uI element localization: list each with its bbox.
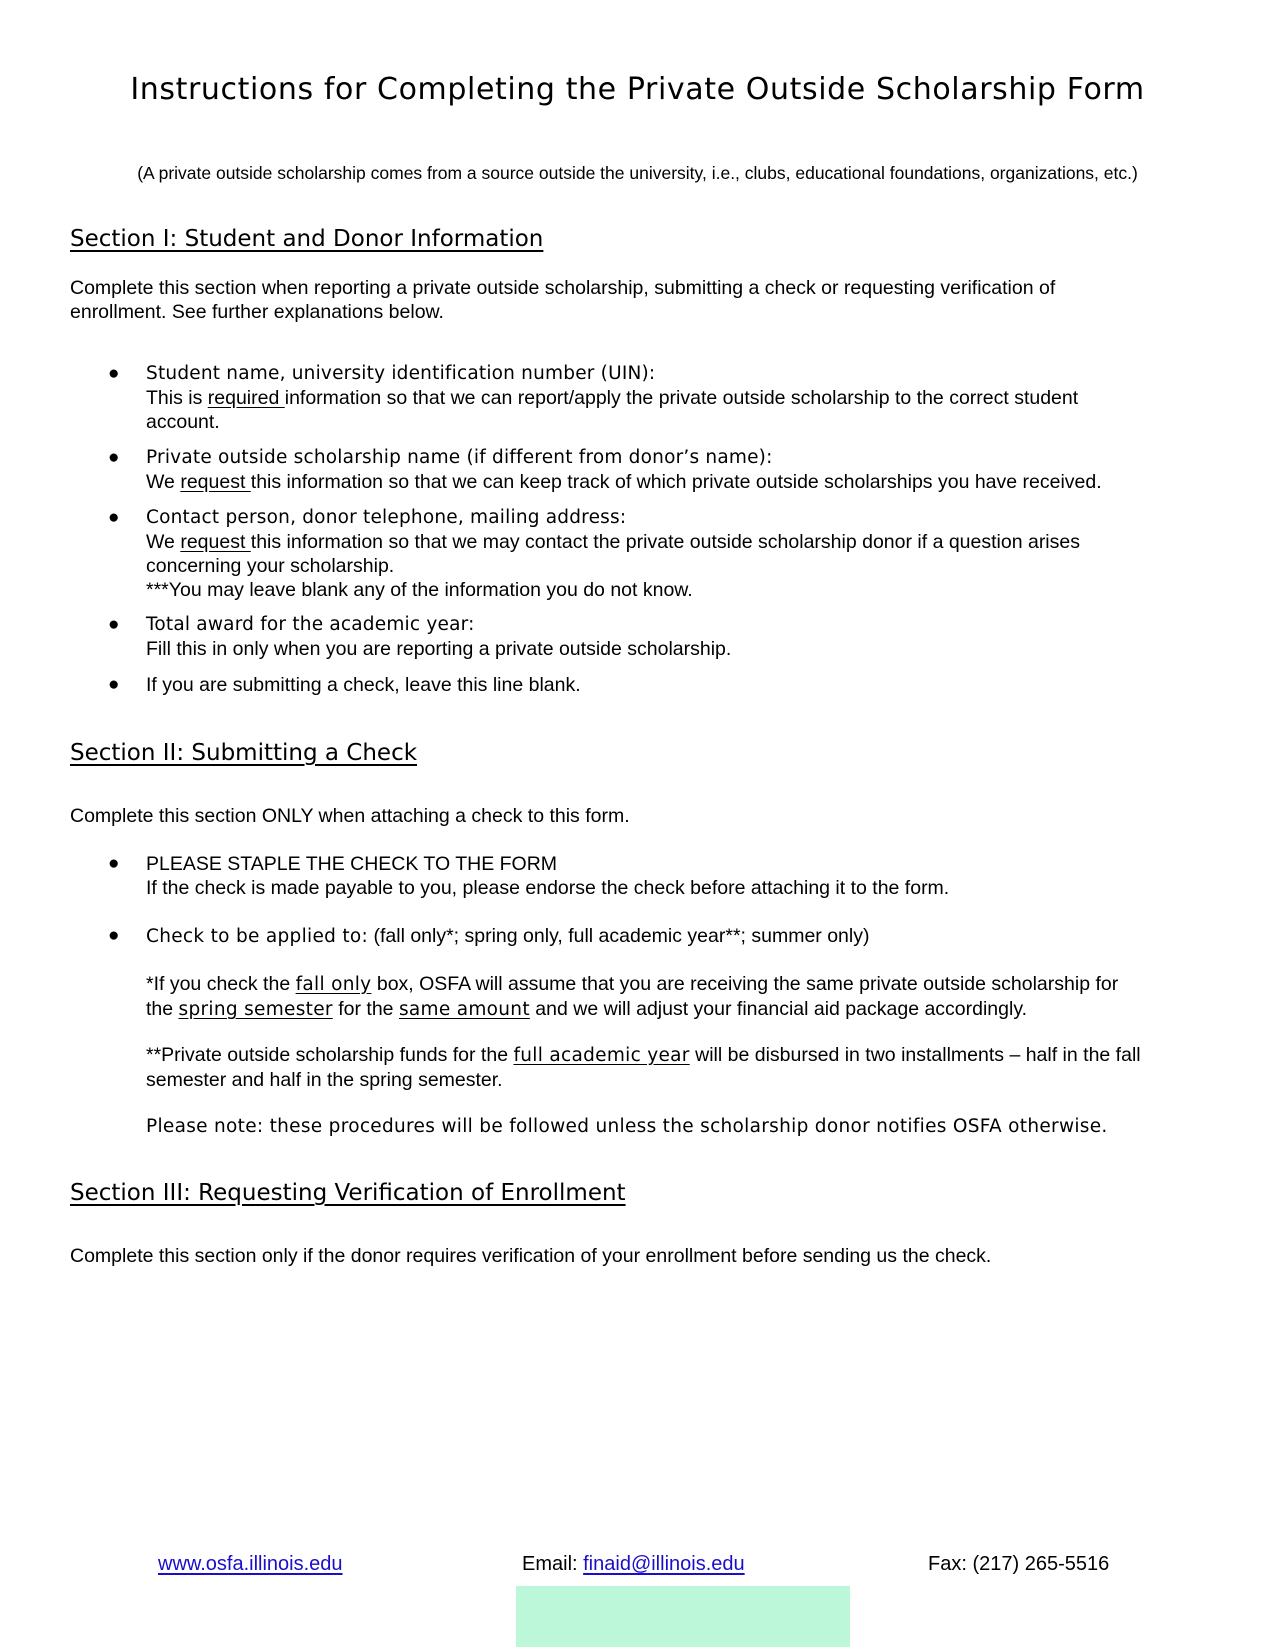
section-1-intro (70, 276, 1200, 324)
item-text: We (146, 531, 181, 553)
required-emphasis: required (207, 387, 285, 409)
fall-only-emphasis: fall only (295, 974, 372, 995)
full-academic-year-emphasis: full academic year (513, 1045, 690, 1066)
fax-number: Fax: (217) 265-5516 (928, 1553, 1110, 1575)
page-title: Instructions for Completing the Private Outside Scholarship Form (130, 72, 1145, 107)
item-heading: Total award for the academic year: (146, 614, 475, 635)
item-heading: Private outside scholarship name (if different from donor’s name): (146, 447, 773, 468)
section-3-intro: Complete this section only if the donor requires verification of your enrollment before sending us the check. (70, 1245, 992, 1267)
note-text: the (146, 998, 179, 1020)
email-contact (522, 1553, 745, 1576)
section-1-intro-line-1: Complete this section when reporting a private outside scholarship, submitting a check or requesting verification of (70, 277, 1056, 299)
bullet-icon: ● (108, 363, 120, 384)
please-note: Please note: these procedures will be followed unless the scholarship donor notifies OSFA otherwise. (146, 1116, 1108, 1137)
item-text: concerning your scholarship. (146, 555, 395, 577)
section-2-intro: Complete this section ONLY when attaching a check to this form. (70, 805, 630, 827)
bullet-icon: ● (108, 925, 120, 946)
note-text: *If you check the (146, 973, 296, 995)
note-text: box, OSFA will assume that you are receiving the same private outside scholarship for (371, 973, 1119, 995)
note-text: will be disbursed in two installments – half in the fall (689, 1044, 1141, 1066)
bullet-icon: ● (108, 853, 120, 874)
note-text: for the (332, 998, 399, 1020)
full-year-note (146, 1043, 1206, 1092)
email-link[interactable]: finaid@illinois.edu (583, 1553, 745, 1575)
website-link[interactable]: www.osfa.illinois.edu (158, 1553, 343, 1575)
spring-semester-emphasis: spring semester (178, 999, 333, 1020)
page-subtitle: (A private outside scholarship comes from a source outside the university, i.e., clubs, educational foundations, organizations, etc.) (137, 163, 1138, 183)
item-text: this information so that we may contact the private outside scholarship donor if a question arises (250, 531, 1080, 553)
item-text: information so that we can report/apply the private outside scholarship to the correct student (284, 387, 1079, 409)
email-label: Email: (522, 1553, 584, 1575)
item-heading: Student name, university identification number (UIN): (146, 363, 656, 384)
section-3-heading: Section III: Requesting Verification of Enrollment (70, 1180, 626, 1206)
item-heading: PLEASE STAPLE THE CHECK TO THE FORM (146, 853, 558, 875)
item-text: If the check is made payable to you, please endorse the check before attaching it to the form. (146, 877, 950, 899)
item-text: ***You may leave blank any of the information you do not know. (146, 579, 693, 601)
item-text: We (146, 471, 181, 493)
bullet-icon: ● (108, 614, 120, 635)
bullet-icon: ● (108, 447, 120, 468)
item-text: this information so that we can keep track of which private outside scholarships you have received. (250, 471, 1102, 493)
fall-only-note (146, 972, 1206, 1022)
bullet-icon: ● (108, 507, 120, 528)
request-emphasis: request (180, 531, 251, 553)
item-text: Fill this in only when you are reporting a private outside scholarship. (146, 638, 732, 660)
note-text: semester and half in the spring semester. (146, 1069, 503, 1091)
item-text: (fall only*; spring only, full academic year**; summer only) (368, 925, 870, 947)
bullet-icon: ● (108, 674, 120, 695)
section-2-heading: Section II: Submitting a Check (70, 740, 418, 766)
highlight-box (516, 1586, 850, 1647)
item-text: account. (146, 411, 220, 433)
request-emphasis: request (180, 471, 251, 493)
section-1-intro-line-2: enrollment. See further explanations below. (70, 301, 444, 323)
item-text: This is (146, 387, 208, 409)
same-amount-emphasis: same amount (398, 999, 530, 1020)
item-text: If you are submitting a check, leave this line blank. (146, 674, 581, 696)
note-text: **Private outside scholarship funds for the (146, 1044, 514, 1066)
section-1-heading: Section I: Student and Donor Information (70, 226, 544, 252)
item-heading: Check to be applied to: (146, 926, 369, 947)
note-text: and we will adjust your financial aid package accordingly. (529, 998, 1028, 1020)
item-heading: Contact person, donor telephone, mailing address: (146, 507, 627, 528)
